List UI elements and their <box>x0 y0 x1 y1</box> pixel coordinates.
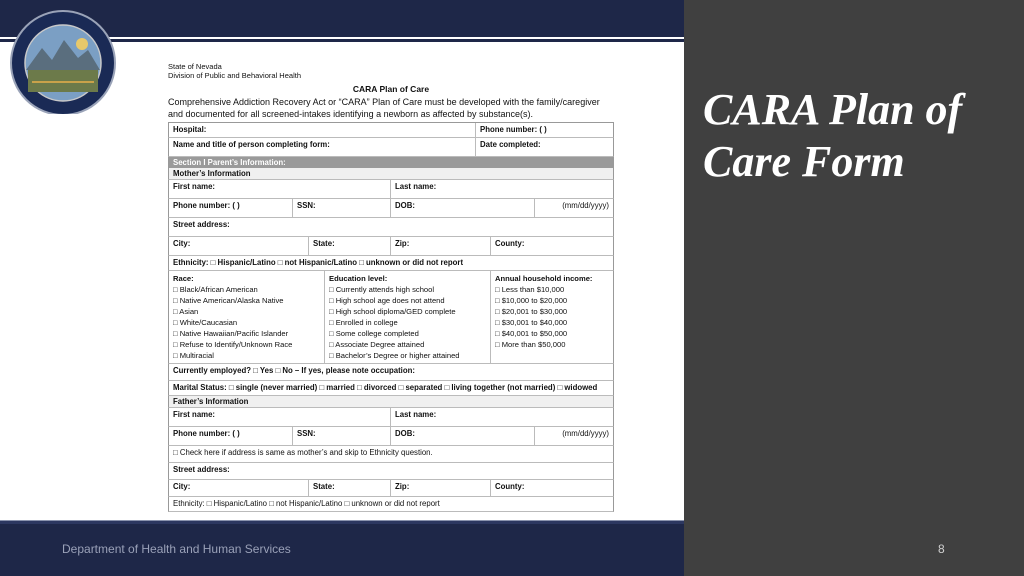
form-row <box>168 122 614 138</box>
footer-rule <box>0 520 684 524</box>
nevada-state-seal <box>2 8 124 114</box>
father-city: City: <box>169 480 309 496</box>
agency-line-1: State of Nevada <box>168 62 222 71</box>
employment-field: Currently employed? □ Yes □ No – If yes, please note occupation: <box>173 366 415 375</box>
form-row <box>168 138 614 157</box>
hospital-field: Hospital: <box>169 123 476 137</box>
form-row <box>168 497 614 512</box>
agency-line-2: Division of Public and Behavioral Health <box>168 71 301 80</box>
form-row <box>168 381 614 396</box>
demographics-row <box>168 271 614 364</box>
form-row <box>168 446 614 463</box>
footer-department: Department of Health and Human Services <box>62 542 291 556</box>
mother-ssn: SSN: <box>293 199 391 217</box>
form-row <box>168 463 614 480</box>
education-option: □ Some college completed <box>329 329 419 338</box>
race-option: □ White/Caucasian <box>173 318 238 327</box>
form-row <box>168 256 614 271</box>
income-option: □ $20,001 to $30,000 <box>495 307 568 316</box>
income-option: □ $10,000 to $20,000 <box>495 296 568 305</box>
cara-form-image <box>168 62 614 512</box>
phone-field: Phone number: ( ) <box>480 125 547 134</box>
income-option: □ $40,001 to $50,000 <box>495 329 568 338</box>
mother-street: Street address: <box>173 220 230 229</box>
completer-field: Name and title of person completing form: <box>169 138 476 156</box>
education-label: Education level: <box>329 274 388 283</box>
education-option: □ High school age does not attend <box>329 296 445 305</box>
form-title: CARA Plan of Care <box>352 84 430 94</box>
slide-title-line-2: Care Form <box>703 137 905 186</box>
mother-zip: Zip: <box>391 237 491 255</box>
form-row <box>168 408 614 427</box>
mother-last-name: Last name: <box>395 182 437 191</box>
form-row <box>168 180 614 199</box>
father-info-header: Father’s Information <box>168 396 614 408</box>
father-dob: DOB: <box>391 427 535 445</box>
father-dob-format: (mm/dd/yyyy) <box>562 429 609 438</box>
form-row <box>168 218 614 237</box>
race-option: □ Native Hawaiian/Pacific Islander <box>173 329 289 338</box>
race-label: Race: <box>173 274 194 283</box>
mother-state: State: <box>309 237 391 255</box>
form-row <box>168 427 614 446</box>
mother-dob-format: (mm/dd/yyyy) <box>562 201 609 210</box>
slide-page-number: 8 <box>938 542 945 556</box>
mother-county: County: <box>495 239 525 248</box>
education-option: □ High school diploma/GED complete <box>329 307 456 316</box>
income-option: □ More than $50,000 <box>495 340 566 349</box>
father-first-name: First name: <box>169 408 391 426</box>
mother-phone: Phone number: ( ) <box>169 199 293 217</box>
father-last-name: Last name: <box>395 410 437 419</box>
race-option: □ Multiracial <box>173 351 214 360</box>
slide-title-line-1: CARA Plan of <box>703 85 963 134</box>
father-county: County: <box>495 482 525 491</box>
father-phone: Phone number: ( ) <box>169 427 293 445</box>
mother-first-name: First name: <box>169 180 391 198</box>
form-row <box>168 364 614 381</box>
same-address-checkbox: □ Check here if address is same as mother’s and skip to Ethnicity question. <box>173 448 433 457</box>
form-row <box>168 199 614 218</box>
mother-dob: DOB: <box>391 199 535 217</box>
education-option: □ Associate Degree attained <box>329 340 425 349</box>
form-row <box>168 237 614 256</box>
education-column <box>325 271 491 363</box>
father-state: State: <box>309 480 391 496</box>
mother-city: City: <box>169 237 309 255</box>
income-label: Annual household income: <box>495 274 593 283</box>
father-ssn: SSN: <box>293 427 391 445</box>
education-option: □ Currently attends high school <box>329 285 435 294</box>
form-intro: Comprehensive Addiction Recovery Act or “CARA” Plan of Care must be developed with the family/caregiver and documented for all screened-intakes identifying a newborn as affected by substance(s). <box>168 97 600 119</box>
father-ethnicity: Ethnicity: □ Hispanic/Latino □ not Hispanic/Latino □ unknown or did not report <box>173 499 440 508</box>
race-column <box>169 271 325 363</box>
race-option: □ Asian <box>173 307 199 316</box>
mother-ethnicity: Ethnicity: □ Hispanic/Latino □ not Hispanic/Latino □ unknown or did not report <box>173 258 464 267</box>
date-completed-field: Date completed: <box>480 140 541 149</box>
education-option: □ Bachelor’s Degree or higher attained <box>329 351 460 360</box>
section-1-header: Section I Parent’s Information: <box>168 157 614 168</box>
father-street: Street address: <box>173 465 230 474</box>
form-row <box>168 480 614 497</box>
father-zip: Zip: <box>391 480 491 496</box>
race-option: □ Native American/Alaska Native <box>173 296 284 305</box>
mother-info-header: Mother’s Information <box>168 168 614 180</box>
education-option: □ Enrolled in college <box>329 318 398 327</box>
slide-title <box>703 84 1003 188</box>
income-option: □ Less than $10,000 <box>495 285 565 294</box>
income-option: □ $30,001 to $40,000 <box>495 318 568 327</box>
race-option: □ Refuse to Identify/Unknown Race <box>173 340 293 349</box>
marital-status-field: Marital Status: □ single (never married) □ married □ divorced □ separated □ living together (not married) □ widowed <box>173 383 598 392</box>
income-column <box>491 271 613 363</box>
race-option: □ Black/African American <box>173 285 258 294</box>
